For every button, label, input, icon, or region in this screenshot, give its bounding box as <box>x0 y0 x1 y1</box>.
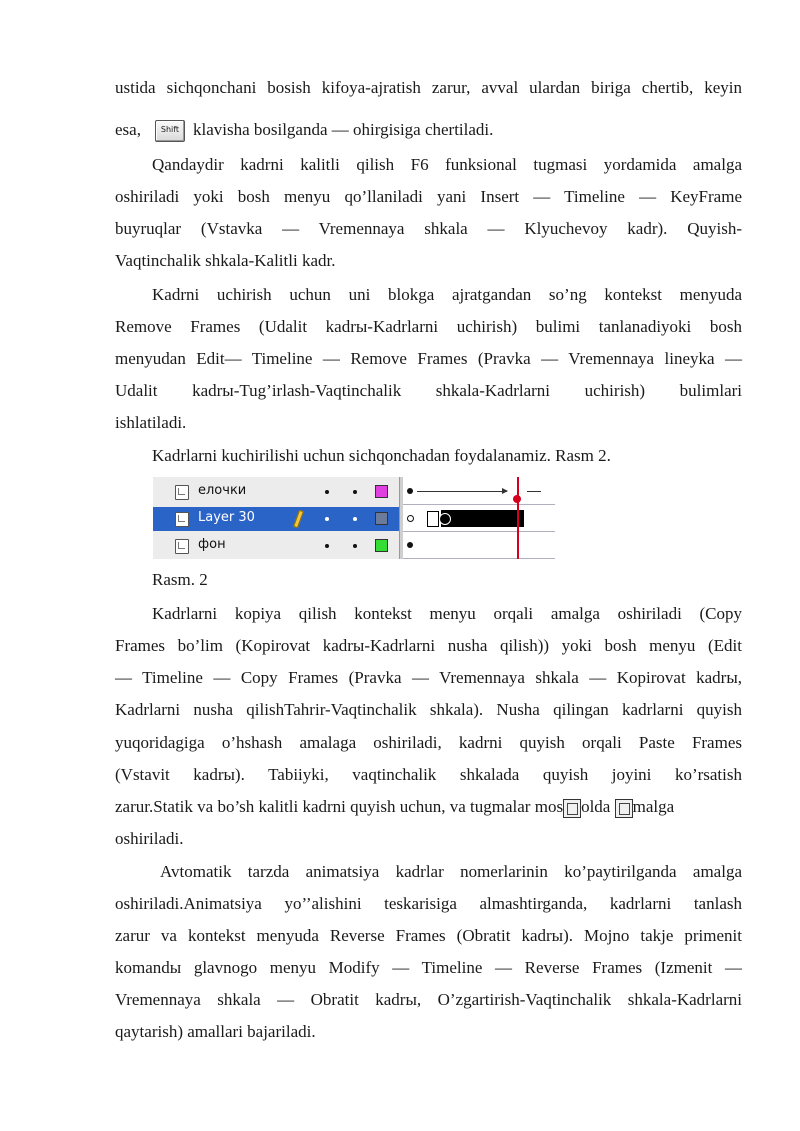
playhead-marker-icon <box>513 495 521 503</box>
figure-caption: Rasm. 2 <box>152 570 208 589</box>
text-line: zarur va kontekst menyuda Reverse Frames (Obratit kadrы). Mojno takje primenit <box>115 926 742 945</box>
text-line: komandы glavnogo menyu Modify — Timeline — Reverse Frames (Izmenit — <box>115 958 742 977</box>
text-line: yuqoridagiga o’hshash amalaga oshiriladi, kadrni quyish orqali Paste Frames <box>115 733 742 752</box>
tween-arrow-icon <box>417 491 507 492</box>
lock-dot-icon <box>353 490 357 494</box>
frames-panel <box>403 477 555 559</box>
frame-row <box>403 480 555 505</box>
keyframe-dot-icon <box>407 542 413 548</box>
frame-row <box>403 507 555 532</box>
text-line: oshiriladi yoki bosh menyu qo’llaniladi yani Insert — Timeline — KeyFrame <box>115 187 742 206</box>
text-line: Avtomatik tarzda animatsiya kadrlar nomerlarinin ko’paytirilganda amalga <box>160 862 742 881</box>
lock-dot-icon <box>353 544 357 548</box>
text-line: Kadrlarni nusha qilishTahrir-Vaqtinchalik shkala). Nusha qilingan kadrlarni quyish <box>115 700 742 719</box>
outline-color-swatch <box>375 539 388 552</box>
text-line: ishlatiladi. <box>115 413 187 432</box>
text-line: qaytarish) amallari bajariladi. <box>115 1022 316 1041</box>
layer-icon <box>175 512 189 527</box>
empty-keyframe-icon <box>407 515 414 522</box>
layer-row <box>153 534 399 558</box>
layer-name: Layer 30 <box>198 510 255 525</box>
layer-row <box>153 480 399 504</box>
keyframe-dot-icon <box>407 488 413 494</box>
lock-dot-icon <box>353 517 357 521</box>
text-line: Vremennaya shkala — Obratit kadrы, O’zgartirish-Vaqtinchalik shkala-Kadrlarni <box>115 990 742 1009</box>
keyframe-dot-icon <box>439 513 451 525</box>
insert-blank-keyframe-button-icon <box>615 799 633 818</box>
text-fragment: klavisha bosilganda — ohirgisiga chertiladi. <box>192 120 494 139</box>
visibility-dot-icon <box>325 544 329 548</box>
text-line: Vaqtinchalik shkala-Kalitli kadr. <box>115 251 336 270</box>
layer-row-selected <box>153 507 399 531</box>
layer-icon <box>175 539 189 554</box>
text-line: menyudan Edit— Timeline — Remove Frames (Pravka — Vremennaya lineyka — <box>115 349 742 368</box>
text-line: Frames bo’lim (Kopirovat kadrы-Kadrlarni nusha qilish)) yoki bosh menyu (Edit <box>115 636 742 655</box>
text-fragment: esa, <box>115 120 141 139</box>
text-fragment: zarur.Statik va bo’sh kalitli kadrni quyish uchun, va tugmalar mos <box>115 797 564 816</box>
selected-frames-block <box>441 510 524 527</box>
text-line: (Vstavit kadrы). Tabiiyki, vaqtinchalik shkalada quyish joyini ko’rsatish <box>115 765 742 784</box>
text-line: oshiriladi. <box>115 829 184 848</box>
layer-icon <box>175 485 189 500</box>
visibility-dot-icon <box>325 517 329 521</box>
text-fragment: olda <box>581 797 611 816</box>
layer-name: фон <box>198 537 226 552</box>
text-line: buyruqlar (Vstavka — Vremennaya shkala — Klyuchevoy kadr). Quyish- <box>115 219 742 238</box>
layer-name: елочки <box>198 483 247 498</box>
shift-key-icon: Shift <box>155 120 185 142</box>
text-line: Kadrni uchirish uchun uni blokga ajratgandan so’ng kontekst menyuda <box>152 285 742 304</box>
frame-cell <box>427 511 439 527</box>
layers-panel <box>153 477 399 559</box>
text-line: oshiriladi.Animatsiya yo’’alishini teskarisiga almashtirganda, kadrlarni tanlash <box>115 894 742 913</box>
text-line: ustida sichqonchani bosish kifoya-ajratish zarur, avval ulardan biriga chertib, keyin <box>115 78 742 97</box>
text-line: Kadrlarni kuchirilishi uchun sichqonchadan foydalanamiz. Rasm 2. <box>152 446 611 465</box>
text-line: Kadrlarni kopiya qilish kontekst menyu orqali amalga oshiriladi (Copy <box>152 604 742 623</box>
outline-color-swatch <box>375 485 388 498</box>
pencil-icon <box>293 510 304 529</box>
text-line: Remove Frames (Udalit kadrы-Kadrlarni uchirish) bulimi tanlanadiyoki bosh <box>115 317 742 336</box>
text-line <box>115 797 742 818</box>
outline-color-swatch <box>375 512 388 525</box>
frame-row <box>403 534 555 559</box>
visibility-dot-icon <box>325 490 329 494</box>
timeline-figure <box>153 477 555 559</box>
text-line <box>115 120 742 142</box>
text-line: Qandaydir kadrni kalitli qilish F6 funksional tugmasi yordamida amalga <box>152 155 742 174</box>
insert-keyframe-button-icon <box>563 799 581 818</box>
tween-arrow-icon <box>527 491 541 492</box>
text-line: — Timeline — Copy Frames (Pravka — Vremennaya shkala — Kopirovat kadrы, <box>115 668 742 687</box>
text-line: Udalit kadrы-Tug’irlash-Vaqtinchalik shkala-Kadrlarni uchirish) bulimlari <box>115 381 742 400</box>
text-fragment: malga <box>632 797 675 816</box>
playhead <box>517 477 519 559</box>
